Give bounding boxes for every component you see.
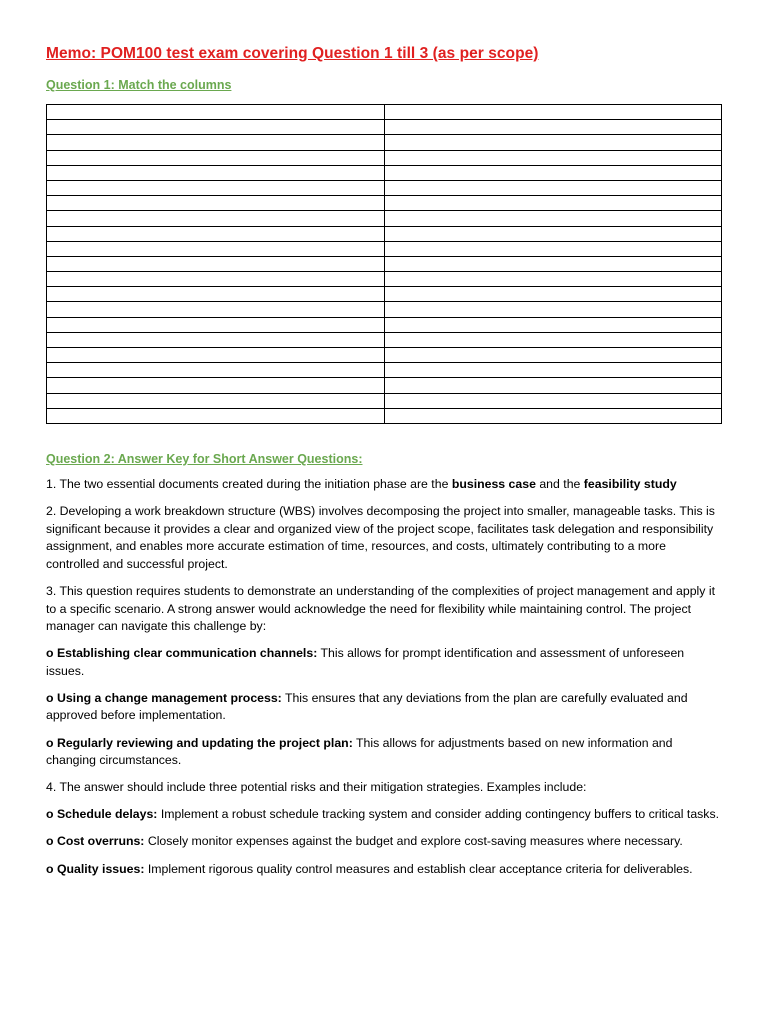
answer-1-middle: and the <box>535 476 584 491</box>
match-table-row <box>47 226 722 241</box>
bullet-text: Implement rigorous quality control measures and establish clear acceptance criteria for deliverables. <box>144 861 693 876</box>
match-cell-left <box>47 408 385 423</box>
match-cell-left <box>47 135 385 150</box>
match-table-row <box>47 378 722 393</box>
match-table-row <box>47 105 722 120</box>
match-cell-left <box>47 363 385 378</box>
answer-1 <box>46 476 722 494</box>
match-table-row <box>47 256 722 271</box>
match-table-row <box>47 348 722 363</box>
answer-3-bullet <box>46 645 722 680</box>
match-cell-right <box>384 332 722 347</box>
answer-3-bullet <box>46 735 722 770</box>
match-cell-left <box>47 332 385 347</box>
match-cell-left <box>47 120 385 135</box>
bullet-term: Using a change management process: <box>56 690 282 705</box>
match-table-row <box>47 211 722 226</box>
match-cell-right <box>384 241 722 256</box>
match-cell-right <box>384 150 722 165</box>
match-cell-left <box>47 180 385 195</box>
match-table-row <box>47 135 722 150</box>
match-columns-table <box>46 104 722 424</box>
match-cell-right <box>384 363 722 378</box>
match-cell-left <box>47 287 385 302</box>
match-cell-left <box>47 393 385 408</box>
answer-2: 2. Developing a work breakdown structure (WBS) involves decomposing the project into smaller, manageable tasks. This is significant because it provides a clear and organized view of the project scope, facilitates task delegation and responsibility assignment, and enables more accurate estimation of time, resources, and costs, ultimately contributing to a more controlled and successful project. <box>46 504 715 571</box>
match-cell-right <box>384 211 722 226</box>
bullet-text: Implement a robust schedule tracking system and consider adding contingency buffers to critical tasks. <box>157 807 720 822</box>
match-cell-right <box>384 120 722 135</box>
bullet-text: This allows for prompt identification and assessment of unforeseen issues. <box>46 646 685 678</box>
match-cell-left <box>47 196 385 211</box>
match-table-row <box>47 196 722 211</box>
bullet-term: Quality issues: <box>56 861 145 876</box>
question-2-heading: Question 2: Answer Key for Short Answer Questions: <box>46 451 363 466</box>
match-table-row <box>47 150 722 165</box>
memo-title: Memo: POM100 test exam covering Question 1 till 3 (as per scope) <box>46 45 539 62</box>
match-table-row <box>47 120 722 135</box>
bullet-icon: o <box>46 834 54 849</box>
bullet-icon: o <box>46 646 54 661</box>
match-table-row <box>47 317 722 332</box>
match-cell-left <box>47 211 385 226</box>
answer-3: 3. This question requires students to demonstrate an understanding of the complexities of project management and apply it to a specific scenario. A strong answer would acknowledge the need for flexibility while maintaining control. The project manager can navigate this challenge by: <box>46 583 715 634</box>
match-table-row <box>47 241 722 256</box>
match-cell-left <box>47 226 385 241</box>
match-table-row <box>47 272 722 287</box>
match-table-row <box>47 408 722 423</box>
match-cell-right <box>384 408 722 423</box>
match-cell-right <box>384 256 722 271</box>
match-cell-right <box>384 287 722 302</box>
match-cell-left <box>47 241 385 256</box>
match-table-row <box>47 180 722 195</box>
match-table-row <box>47 287 722 302</box>
match-cell-left <box>47 317 385 332</box>
match-table-row <box>47 165 722 180</box>
answer-1-prefix: 1. The two essential documents created during the initiation phase are the <box>46 476 452 491</box>
match-cell-right <box>384 135 722 150</box>
match-cell-left <box>47 302 385 317</box>
memo-page <box>46 44 722 878</box>
match-cell-right <box>384 180 722 195</box>
bullet-icon: o <box>46 690 54 705</box>
match-cell-right <box>384 165 722 180</box>
match-cell-right <box>384 317 722 332</box>
match-cell-right <box>384 378 722 393</box>
answer-4-bullet <box>46 833 722 851</box>
match-cell-left <box>47 105 385 120</box>
match-table-row <box>47 302 722 317</box>
bullet-icon: o <box>46 735 54 750</box>
answer-4: 4. The answer should include three potential risks and their mitigation strategies. Examples include: <box>46 780 587 795</box>
match-cell-right <box>384 302 722 317</box>
answer-1-term-feasibility-study: feasibility study <box>583 476 677 491</box>
bullet-term: Regularly reviewing and updating the project plan: <box>56 735 353 750</box>
bullet-text: This ensures that any deviations from the plan are carefully evaluated and approved before implementation. <box>46 690 688 723</box>
match-cell-left <box>47 348 385 363</box>
match-table-row <box>47 393 722 408</box>
bullet-icon: o <box>46 861 54 876</box>
answer-1-term-business-case: business case <box>451 476 536 491</box>
match-cell-right <box>384 348 722 363</box>
match-table-row <box>47 332 722 347</box>
match-cell-left <box>47 256 385 271</box>
match-cell-left <box>47 165 385 180</box>
match-cell-right <box>384 226 722 241</box>
bullet-icon: o <box>46 807 54 822</box>
answer-4-bullet <box>46 861 722 879</box>
bullet-term: Schedule delays: <box>56 807 158 822</box>
match-cell-left <box>47 150 385 165</box>
match-cell-right <box>384 105 722 120</box>
match-cell-left <box>47 378 385 393</box>
answer-3-bullet <box>46 690 722 725</box>
match-cell-right <box>384 272 722 287</box>
answer-4-bullet <box>46 806 722 824</box>
match-cell-right <box>384 393 722 408</box>
match-cell-right <box>384 196 722 211</box>
bullet-text: Closely monitor expenses against the budget and explore cost-saving measures where necessary. <box>144 834 683 849</box>
bullet-text: This allows for adjustments based on new information and changing circumstances. <box>46 735 673 768</box>
question-1-heading: Question 1: Match the columns <box>46 78 232 92</box>
bullet-term: Cost overruns: <box>56 834 145 849</box>
match-table-row <box>47 363 722 378</box>
bullet-term: Establishing clear communication channels: <box>56 646 318 661</box>
match-cell-left <box>47 272 385 287</box>
